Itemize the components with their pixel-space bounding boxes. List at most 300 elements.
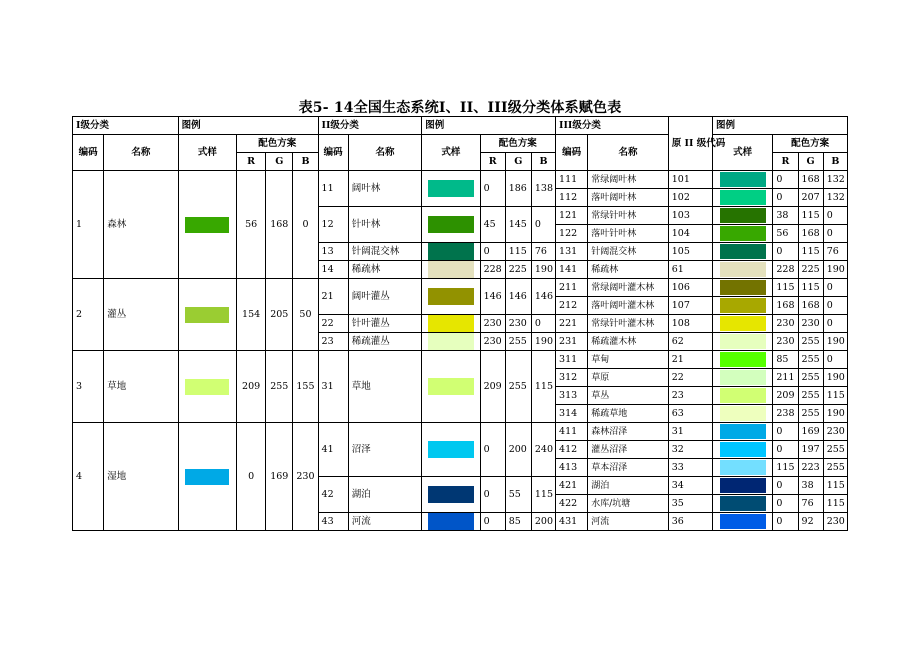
- l1-g-value: 168: [266, 171, 293, 279]
- l2-code: 22: [318, 315, 348, 333]
- l1-code: 4: [73, 423, 104, 531]
- table-row: [73, 423, 848, 441]
- l3-r-value: 0: [773, 171, 798, 189]
- l3-g-value: 38: [798, 477, 823, 495]
- l1-g-value: 205: [266, 279, 293, 351]
- l3-b-value: 230: [823, 423, 847, 441]
- l3-r-value: 115: [773, 459, 798, 477]
- l3-g-value: 255: [798, 351, 823, 369]
- l1-header: I级分类: [73, 117, 179, 135]
- l3-r-value: 38: [773, 207, 798, 225]
- l3-r-value: 56: [773, 225, 798, 243]
- l2-g-value: 85: [505, 513, 531, 531]
- l3-g-value: 76: [798, 495, 823, 513]
- l3-color-swatch-cell: [713, 225, 773, 243]
- l3-color-swatch: [720, 190, 766, 205]
- l3-code: 413: [556, 459, 588, 477]
- l1-color-swatch-cell: [178, 423, 236, 531]
- l3-g-value: 255: [798, 387, 823, 405]
- l2-color-swatch: [428, 315, 474, 332]
- l3-orig-code: 21: [668, 351, 712, 369]
- l2-color-swatch: [428, 333, 474, 350]
- l1-code-header: 编码: [73, 135, 104, 171]
- l3-name-header: 名称: [588, 135, 669, 171]
- l2-g-value: 225: [505, 261, 531, 279]
- l3-code: 313: [556, 387, 588, 405]
- l2-r-value: 146: [480, 279, 505, 315]
- l3-orig-code: 63: [668, 405, 712, 423]
- l2-color-swatch: [428, 180, 474, 197]
- l3-code: 421: [556, 477, 588, 495]
- l2-code: 41: [318, 423, 348, 477]
- l1-legend-header: 图例: [178, 117, 318, 135]
- l3-r-value: 211: [773, 369, 798, 387]
- l3-r-value: 85: [773, 351, 798, 369]
- l2-code: 31: [318, 351, 348, 423]
- l3-color-swatch: [720, 244, 766, 259]
- l1-code: 1: [73, 171, 104, 279]
- l1-b-value: 230: [293, 423, 318, 531]
- l3-color-swatch-cell: [713, 441, 773, 459]
- l1-name-header: 名称: [104, 135, 178, 171]
- l2-r-value: 209: [480, 351, 505, 423]
- table-body: [73, 171, 848, 531]
- l3-name: 落叶阔叶林: [588, 189, 669, 207]
- l2-code: 43: [318, 513, 348, 531]
- l2-b-value: 200: [531, 513, 555, 531]
- l3-code: 311: [556, 351, 588, 369]
- l2-g-value: 115: [505, 243, 531, 261]
- l3-code: 431: [556, 513, 588, 531]
- l2-color-swatch: [428, 288, 474, 305]
- l2-b-value: 0: [531, 207, 555, 243]
- l2-g-value: 55: [505, 477, 531, 513]
- l3-r-value: 168: [773, 297, 798, 315]
- l3-color-swatch-cell: [713, 333, 773, 351]
- l2-color-swatch-cell: [422, 243, 480, 261]
- l1-color-swatch-cell: [178, 279, 236, 351]
- l3-g-value: 223: [798, 459, 823, 477]
- l3-b-value: 190: [823, 261, 847, 279]
- l3-code: 121: [556, 207, 588, 225]
- l2-code: 13: [318, 243, 348, 261]
- l3-g-value: 255: [798, 405, 823, 423]
- l3-orig-code: 35: [668, 495, 712, 513]
- table-row: [73, 279, 848, 297]
- l3-name: 针阔混交林: [588, 243, 669, 261]
- l3-name: 草甸: [588, 351, 669, 369]
- l3-name: 草丛: [588, 387, 669, 405]
- l2-g-value: 255: [505, 333, 531, 351]
- l3-name: 落叶阔叶灌木林: [588, 297, 669, 315]
- l3-r-value: 0: [773, 189, 798, 207]
- l3-b-value: 115: [823, 477, 847, 495]
- l3-b-value: 0: [823, 351, 847, 369]
- l3-color-swatch: [720, 460, 766, 475]
- l2-color-swatch: [428, 441, 474, 458]
- l1-color-swatch: [185, 307, 229, 323]
- l3-color-swatch-cell: [713, 297, 773, 315]
- l2-g-value: 145: [505, 207, 531, 243]
- l3-orig-code: 33: [668, 459, 712, 477]
- l3-color-swatch-cell: [713, 351, 773, 369]
- l3-color-swatch: [720, 172, 766, 187]
- l3-color-swatch: [720, 514, 766, 529]
- l3-name: 稀疏林: [588, 261, 669, 279]
- l2-color-swatch-cell: [422, 261, 480, 279]
- l3-b-header: B: [823, 153, 847, 171]
- l3-b-value: 115: [823, 387, 847, 405]
- l2-name: 针阔混交林: [348, 243, 421, 261]
- l1-color-swatch-cell: [178, 171, 236, 279]
- l2-b-value: 240: [531, 423, 555, 477]
- l3-orig-code: 23: [668, 387, 712, 405]
- l2-color-swatch-cell: [422, 477, 480, 513]
- l2-g-value: 146: [505, 279, 531, 315]
- l3-code: 231: [556, 333, 588, 351]
- l3-code: 422: [556, 495, 588, 513]
- l3-r-value: 209: [773, 387, 798, 405]
- l3-code: 312: [556, 369, 588, 387]
- l3-color-swatch-cell: [713, 459, 773, 477]
- l2-color-swatch: [428, 216, 474, 233]
- l3-orig-code: 36: [668, 513, 712, 531]
- l3-g-value: 197: [798, 441, 823, 459]
- l1-name: 草地: [104, 351, 178, 423]
- l1-r-value: 0: [237, 423, 266, 531]
- l2-header: II级分类: [318, 117, 422, 135]
- l2-name: 稀疏林: [348, 261, 421, 279]
- l2-legend-header: 图例: [422, 117, 556, 135]
- l3-color-swatch: [720, 262, 766, 277]
- l3-color-swatch: [720, 316, 766, 331]
- l3-color-swatch-cell: [713, 243, 773, 261]
- l3-orig-code: 61: [668, 261, 712, 279]
- l3-b-value: 0: [823, 279, 847, 297]
- l1-name: 湿地: [104, 423, 178, 531]
- l3-color-swatch-cell: [713, 189, 773, 207]
- l2-name: 针叶林: [348, 207, 421, 243]
- l2-color-swatch-cell: [422, 171, 480, 207]
- l2-color-swatch-cell: [422, 279, 480, 315]
- l3-b-value: 190: [823, 369, 847, 387]
- l2-r-value: 230: [480, 315, 505, 333]
- l2-code-header: 编码: [318, 135, 348, 171]
- l3-g-value: 230: [798, 315, 823, 333]
- l3-orig-code: 22: [668, 369, 712, 387]
- l1-code: 3: [73, 351, 104, 423]
- l3-b-value: 190: [823, 333, 847, 351]
- l2-code: 21: [318, 279, 348, 315]
- table-row: [73, 351, 848, 369]
- l1-r-value: 209: [237, 351, 266, 423]
- l2-color-swatch-cell: [422, 351, 480, 423]
- l3-code: 141: [556, 261, 588, 279]
- l2-name: 阔叶林: [348, 171, 421, 207]
- l1-r-value: 56: [237, 171, 266, 279]
- l3-b-value: 0: [823, 315, 847, 333]
- l1-b-value: 155: [293, 351, 318, 423]
- l3-header: III级分类: [556, 117, 669, 135]
- l3-color-swatch-cell: [713, 315, 773, 333]
- header-row-1: [73, 117, 848, 135]
- l3-code: 122: [556, 225, 588, 243]
- l3-name: 稀疏草地: [588, 405, 669, 423]
- l1-b-value: 50: [293, 279, 318, 351]
- l3-r-value: 228: [773, 261, 798, 279]
- l2-g-value: 186: [505, 171, 531, 207]
- l3-r-header: R: [773, 153, 798, 171]
- l3-name: 草原: [588, 369, 669, 387]
- l3-b-value: 255: [823, 441, 847, 459]
- l2-b-value: 190: [531, 261, 555, 279]
- l3-scheme-header: 配色方案: [773, 135, 848, 153]
- l3-legend-header: 图例: [713, 117, 848, 135]
- l2-color-swatch: [428, 486, 474, 503]
- l3-code: 212: [556, 297, 588, 315]
- l1-color-swatch-cell: [178, 351, 236, 423]
- l1-color-swatch: [185, 379, 229, 395]
- l2-r-value: 0: [480, 423, 505, 477]
- l2-name: 湖泊: [348, 477, 421, 513]
- l2-b-value: 115: [531, 351, 555, 423]
- l3-orig-code: 62: [668, 333, 712, 351]
- l3-color-swatch-cell: [713, 423, 773, 441]
- l3-color-swatch: [720, 334, 766, 349]
- l2-scheme-header: 配色方案: [480, 135, 555, 153]
- l3-b-value: 190: [823, 405, 847, 423]
- l2-color-swatch: [428, 378, 474, 395]
- l2-r-value: 45: [480, 207, 505, 243]
- l3-code: 314: [556, 405, 588, 423]
- l2-code: 11: [318, 171, 348, 207]
- l1-color-swatch: [185, 217, 229, 233]
- l2-name: 沼泽: [348, 423, 421, 477]
- l3-color-swatch: [720, 478, 766, 493]
- l3-color-swatch: [720, 424, 766, 439]
- l2-name: 河流: [348, 513, 421, 531]
- l3-color-swatch: [720, 208, 766, 223]
- l3-g-value: 115: [798, 207, 823, 225]
- l1-r-header: R: [237, 153, 266, 171]
- l3-code: 411: [556, 423, 588, 441]
- l3-orig-code: 108: [668, 315, 712, 333]
- l3-color-swatch: [720, 496, 766, 511]
- l2-r-value: 0: [480, 513, 505, 531]
- l3-color-swatch: [720, 298, 766, 313]
- l2-r-header: R: [480, 153, 505, 171]
- l3-color-swatch-cell: [713, 207, 773, 225]
- l1-b-value: 0: [293, 171, 318, 279]
- l3-g-value: 115: [798, 279, 823, 297]
- l3-color-swatch: [720, 226, 766, 241]
- table-row: [73, 171, 848, 189]
- orig-code-header: 原 II 级代码: [668, 117, 712, 171]
- l3-name: 草本沼泽: [588, 459, 669, 477]
- l1-style-header: 式样: [178, 135, 236, 171]
- l2-color-swatch-cell: [422, 423, 480, 477]
- l3-color-swatch-cell: [713, 477, 773, 495]
- l3-orig-code: 107: [668, 297, 712, 315]
- l3-orig-code: 105: [668, 243, 712, 261]
- l3-r-value: 0: [773, 423, 798, 441]
- l2-style-header: 式样: [422, 135, 480, 171]
- l3-g-value: 207: [798, 189, 823, 207]
- l3-g-value: 92: [798, 513, 823, 531]
- l2-b-value: 115: [531, 477, 555, 513]
- l3-color-swatch: [720, 406, 766, 421]
- l3-color-swatch: [720, 370, 766, 385]
- l2-name: 针叶灌丛: [348, 315, 421, 333]
- l2-r-value: 228: [480, 261, 505, 279]
- l3-code: 412: [556, 441, 588, 459]
- l2-color-swatch: [428, 513, 474, 530]
- l2-name: 草地: [348, 351, 421, 423]
- l2-code: 12: [318, 207, 348, 243]
- l2-name: 稀疏灌丛: [348, 333, 421, 351]
- l3-b-value: 0: [823, 225, 847, 243]
- l3-b-value: 0: [823, 297, 847, 315]
- l3-b-value: 255: [823, 459, 847, 477]
- color-scheme-table: [72, 116, 848, 531]
- l2-b-header: B: [531, 153, 555, 171]
- l3-orig-code: 106: [668, 279, 712, 297]
- l3-name: 森林沼泽: [588, 423, 669, 441]
- l3-code: 211: [556, 279, 588, 297]
- l2-color-swatch-cell: [422, 333, 480, 351]
- l3-name: 灌丛沼泽: [588, 441, 669, 459]
- l3-orig-code: 34: [668, 477, 712, 495]
- l3-g-value: 169: [798, 423, 823, 441]
- l3-color-swatch: [720, 388, 766, 403]
- l3-g-value: 168: [798, 297, 823, 315]
- l3-name: 常绿针叶林: [588, 207, 669, 225]
- l3-color-swatch-cell: [713, 513, 773, 531]
- l3-g-value: 168: [798, 171, 823, 189]
- l1-code: 2: [73, 279, 104, 351]
- header-row-2: [73, 135, 848, 153]
- l2-name-header: 名称: [348, 135, 421, 171]
- l3-r-value: 0: [773, 243, 798, 261]
- l2-b-value: 76: [531, 243, 555, 261]
- l2-b-value: 146: [531, 279, 555, 315]
- l2-r-value: 230: [480, 333, 505, 351]
- l3-code-header: 编码: [556, 135, 588, 171]
- l3-orig-code: 101: [668, 171, 712, 189]
- l1-g-value: 169: [266, 423, 293, 531]
- l3-b-value: 115: [823, 495, 847, 513]
- l2-g-header: G: [505, 153, 531, 171]
- l2-color-swatch: [428, 243, 474, 260]
- l2-code: 23: [318, 333, 348, 351]
- l3-name: 常绿阔叶灌木林: [588, 279, 669, 297]
- l3-style-header: 式样: [713, 135, 773, 171]
- l3-r-value: 238: [773, 405, 798, 423]
- l2-b-value: 138: [531, 171, 555, 207]
- l3-r-value: 115: [773, 279, 798, 297]
- l3-color-swatch: [720, 352, 766, 367]
- l3-color-swatch: [720, 280, 766, 295]
- l3-b-value: 76: [823, 243, 847, 261]
- l1-b-header: B: [293, 153, 318, 171]
- l3-color-swatch-cell: [713, 369, 773, 387]
- l2-r-value: 0: [480, 477, 505, 513]
- l3-name: 水库/坑塘: [588, 495, 669, 513]
- l3-color-swatch-cell: [713, 495, 773, 513]
- l3-r-value: 230: [773, 315, 798, 333]
- l3-name: 湖泊: [588, 477, 669, 495]
- l3-color-swatch-cell: [713, 279, 773, 297]
- l3-b-value: 132: [823, 189, 847, 207]
- l3-g-value: 255: [798, 369, 823, 387]
- l2-color-swatch-cell: [422, 513, 480, 531]
- l2-color-swatch-cell: [422, 207, 480, 243]
- l3-name: 落叶针叶林: [588, 225, 669, 243]
- l3-name: 河流: [588, 513, 669, 531]
- table-title: 表5- 14全国生态系统Ⅰ、II、III级分类体系赋色表: [298, 100, 622, 116]
- l3-code: 221: [556, 315, 588, 333]
- l3-b-value: 0: [823, 207, 847, 225]
- l2-g-value: 230: [505, 315, 531, 333]
- l1-color-swatch: [185, 469, 229, 485]
- l3-r-value: 0: [773, 495, 798, 513]
- l3-color-swatch-cell: [713, 261, 773, 279]
- l3-color-swatch: [720, 442, 766, 457]
- l3-code: 111: [556, 171, 588, 189]
- l3-b-value: 230: [823, 513, 847, 531]
- l3-r-value: 0: [773, 441, 798, 459]
- l3-orig-code: 104: [668, 225, 712, 243]
- l2-code: 42: [318, 477, 348, 513]
- l3-r-value: 230: [773, 333, 798, 351]
- l1-g-header: G: [266, 153, 293, 171]
- l2-r-value: 0: [480, 243, 505, 261]
- l1-g-value: 255: [266, 351, 293, 423]
- l3-code: 131: [556, 243, 588, 261]
- l2-color-swatch: [428, 261, 474, 278]
- l3-name: 稀疏灌木林: [588, 333, 669, 351]
- l3-g-value: 115: [798, 243, 823, 261]
- l3-color-swatch-cell: [713, 405, 773, 423]
- l1-scheme-header: 配色方案: [237, 135, 319, 153]
- l3-g-value: 255: [798, 333, 823, 351]
- l3-g-value: 225: [798, 261, 823, 279]
- l3-g-header: G: [798, 153, 823, 171]
- l3-b-value: 132: [823, 171, 847, 189]
- l3-r-value: 0: [773, 513, 798, 531]
- l3-orig-code: 32: [668, 441, 712, 459]
- l3-code: 112: [556, 189, 588, 207]
- l3-r-value: 0: [773, 477, 798, 495]
- l2-g-value: 255: [505, 351, 531, 423]
- l3-orig-code: 103: [668, 207, 712, 225]
- l2-color-swatch-cell: [422, 315, 480, 333]
- l3-orig-code: 102: [668, 189, 712, 207]
- l2-g-value: 200: [505, 423, 531, 477]
- l3-orig-code: 31: [668, 423, 712, 441]
- l3-name: 常绿针叶灌木林: [588, 315, 669, 333]
- l2-code: 14: [318, 261, 348, 279]
- l3-color-swatch-cell: [713, 387, 773, 405]
- l1-name: 灌丛: [104, 279, 178, 351]
- l3-color-swatch-cell: [713, 171, 773, 189]
- l3-g-value: 168: [798, 225, 823, 243]
- l2-b-value: 190: [531, 333, 555, 351]
- l1-r-value: 154: [237, 279, 266, 351]
- l2-b-value: 0: [531, 315, 555, 333]
- l1-name: 森林: [104, 171, 178, 279]
- l2-name: 阔叶灌丛: [348, 279, 421, 315]
